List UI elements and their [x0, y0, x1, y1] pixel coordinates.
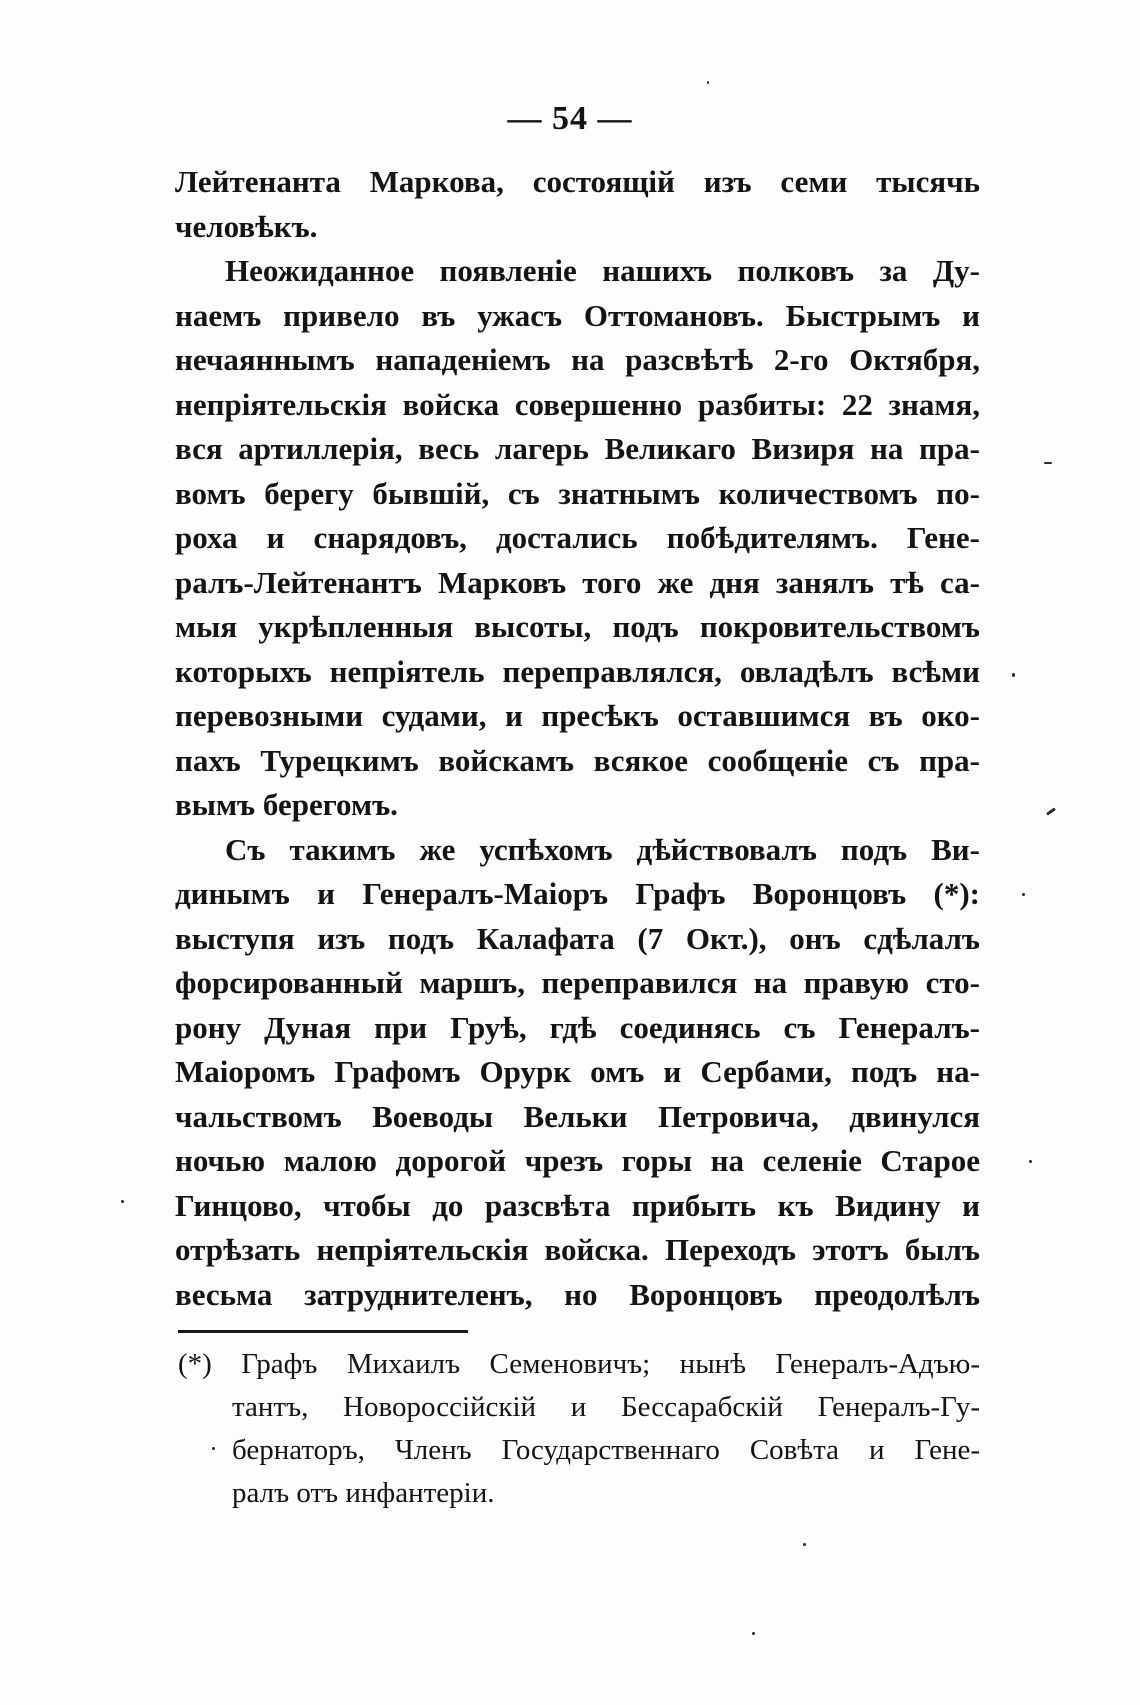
- main-text: [175, 160, 980, 1317]
- footnote-line: тантъ, Новороссійскій и Бессарабскій Генералъ-Гу-: [232, 1391, 980, 1423]
- text-line: мыя укрѣпленныя высоты, подъ покровительствомъ: [175, 609, 980, 644]
- text-line: Маіоромъ Графомъ Орурк омъ и Сербами, подъ на-: [175, 1054, 980, 1089]
- text-line: динымъ и Генералъ-Маіоръ Графъ Воронцовъ (*):: [175, 876, 980, 911]
- text-line: ралъ-Лейтенантъ Марковъ того же дня занялъ тѣ са-: [175, 564, 980, 600]
- text-line: Лейтенанта Маркова, состоящій изъ семи тысячь: [175, 164, 980, 199]
- scan-speck: [1029, 1160, 1032, 1163]
- text-line: вымъ берегомъ.: [175, 787, 398, 822]
- scan-speck: [752, 1632, 755, 1635]
- text-line: непріятельскія войска совершенно разбиты: 22 знамя,: [175, 386, 980, 422]
- text-line: вомъ берегу бывшій, съ знатнымъ количествомъ по-: [175, 475, 980, 511]
- text-line: Съ такимъ же успѣхомъ дѣйствовалъ подъ Ви-: [225, 831, 980, 867]
- text-line: пахъ Турецкимъ войскамъ всякое сообщеніе съ пра-: [175, 742, 980, 778]
- footnote-line: ралъ отъ инфантеріи.: [232, 1477, 495, 1509]
- text-line: Неожиданное появленіе нашихъ полковъ за Ду-: [225, 253, 980, 288]
- text-line: отрѣзать непріятельскія войска. Переходъ этотъ былъ: [175, 1232, 980, 1267]
- text-line: рону Дуная при Груѣ, гдѣ соединясь съ Генералъ-: [175, 1009, 980, 1045]
- page-number-header: — 54 —: [507, 100, 633, 137]
- text-line: ночью малою дорогой чрезъ горы на селеніе Старое: [175, 1143, 980, 1178]
- scan-speck: [1044, 462, 1052, 464]
- footnote-divider: [178, 1330, 468, 1333]
- scan-speck: [212, 1447, 215, 1450]
- text-line: Гинцово, чтобы до разсвѣта прибыть къ Видину и: [175, 1187, 980, 1223]
- scan-speck: [1046, 807, 1056, 815]
- text-line: вся артиллерія, весь лагерь Великаго Визиря на пра-: [175, 431, 980, 466]
- scan-speck: [121, 1200, 124, 1203]
- text-line: роха и снарядовъ, достались побѣдителямъ. Гене-: [175, 520, 980, 555]
- scan-speck: [1012, 673, 1015, 677]
- text-line: которыхъ непріятель переправлялся, овладѣлъ всѣми: [175, 653, 980, 689]
- text-line: весьма затруднителенъ, но Воронцовъ преодолѣлъ: [175, 1276, 980, 1312]
- text-line: нечаяннымъ нападеніемъ на разсвѣтѣ 2-го Октября,: [175, 342, 980, 377]
- text-line: чальствомъ Воеводы Вельки Петровича, двинулся: [175, 1098, 980, 1134]
- footnote: [178, 1343, 980, 1515]
- scan-speck: [803, 1543, 806, 1546]
- footnote-line: (*) Графъ Михаилъ Семеновичъ; нынѣ Генералъ-Адъю-: [178, 1348, 980, 1380]
- text-line: человѣкъ.: [175, 208, 318, 244]
- text-line: перевозными судами, и пресѣкъ оставшимся въ око-: [175, 698, 980, 733]
- text-line: форсированный маршъ, переправился на правую сто-: [175, 965, 980, 1000]
- scan-speck: [707, 81, 709, 84]
- text-line: выступя изъ подъ Калафата (7 Окт.), онъ сдѣлалъ: [175, 920, 980, 956]
- text-line: наемъ привело въ ужасъ Оттомановъ. Быстрымъ и: [175, 297, 980, 333]
- footnote-line: бернаторъ, Членъ Государственнаго Совѣта и Гене-: [232, 1434, 980, 1466]
- scan-speck: [1022, 893, 1025, 896]
